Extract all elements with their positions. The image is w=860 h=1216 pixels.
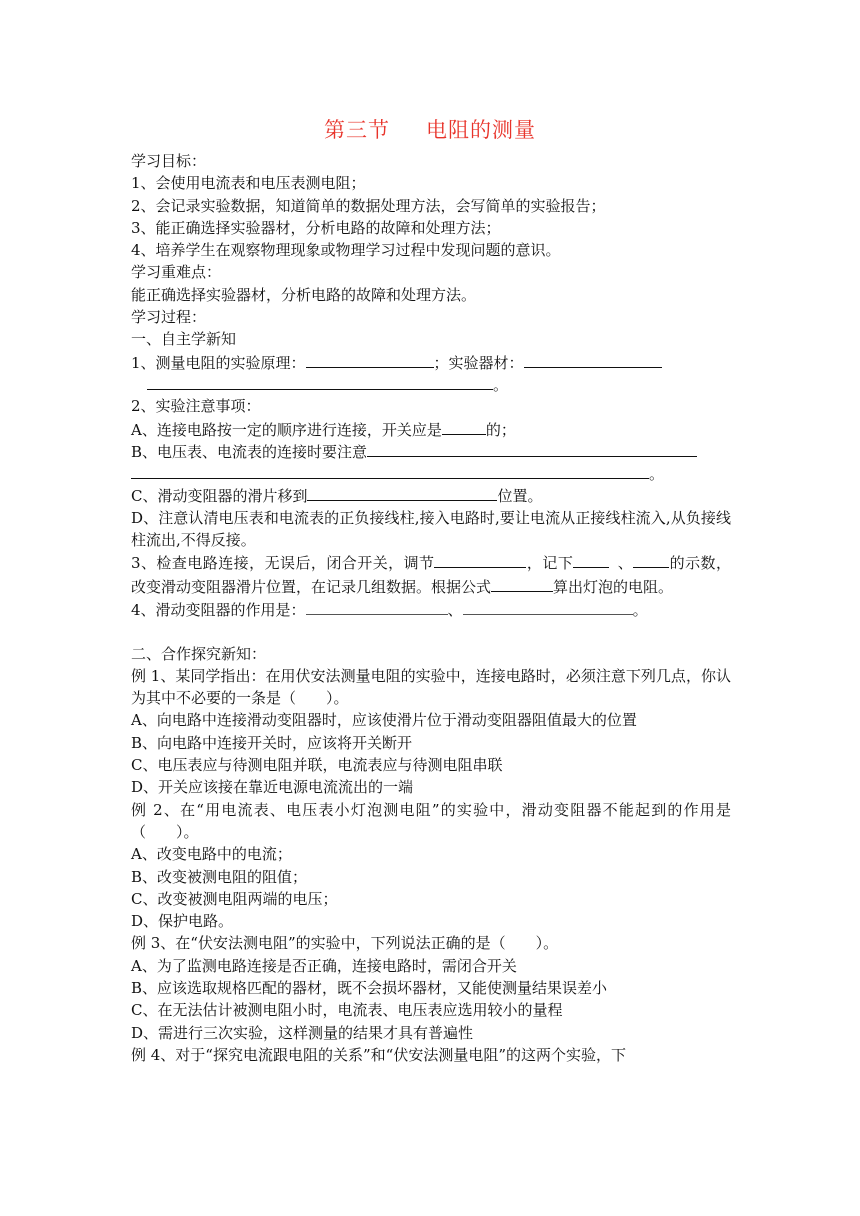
example-3-option: C、在无法估计被测电阻小时，电流表、电压表应选用较小的量程	[131, 1001, 563, 1020]
principle-blank[interactable]	[306, 351, 434, 368]
process-heading: 学习过程：	[131, 308, 207, 327]
question-1-cont: 。	[131, 373, 731, 395]
rheostat-role-blank-1[interactable]	[306, 598, 448, 615]
example-3-option: D、需进行三次实验，这样测量的结果才具有普遍性	[131, 1023, 474, 1042]
goal-item: 2、会记录实验数据，知道简单的数据处理方法，会写简单的实验报告；	[131, 196, 606, 215]
question-2c: C、滑动变阻器的滑片移到 位置。	[131, 484, 731, 506]
question-2a: A、连接电路按一定的顺序进行连接，开关应是 的；	[131, 418, 731, 440]
example-2-option: D、保护电路。	[131, 912, 234, 931]
goal-item: 3、能正确选择实验器材，分析电路的故障和处理方法；	[131, 218, 501, 237]
slider-position-blank[interactable]	[307, 484, 497, 501]
example-1-option: B、向电路中连接开关时，应该将开关断开	[131, 733, 413, 752]
worksheet-content	[131, 150, 731, 1066]
example-1-stem: 例 1、某同学指出：在用伏安法测量电阻的实验中，连接电路时，必须注意下列几点，你认为其中不必要的一条是（ ）。	[131, 666, 731, 708]
equipment-blank-2[interactable]	[147, 373, 493, 390]
meter-notes-blank-2[interactable]	[131, 462, 649, 479]
section2-heading: 二、合作探究新知：	[131, 644, 267, 663]
example-2-option: B、改变被测电阻的阻值；	[131, 867, 308, 886]
question-2d: D、注意认清电压表和电流表的正负接线柱,接入电路时,要让电流从正接线柱流入,从负接线柱流出,不得反接。	[131, 508, 731, 550]
question-2-heading: 2、实验注意事项：	[131, 397, 261, 416]
question-2b: B、电压表、电流表的连接时要注意	[131, 440, 731, 462]
example-4-stem: 例 4、对于“探究电流跟电阻的关系”和“伏安法测量电阻”的这两个实验，下	[131, 1045, 626, 1064]
example-1-option: A、向电路中连接滑动变阻器时，应该使滑片位于滑动变阻器阻值最大的位置	[131, 711, 637, 730]
example-2-option: C、改变被测电阻两端的电压；	[131, 889, 338, 908]
goal-item: 4、培养学生在观察物理现象或物理学习过程中发现问题的意识。	[131, 241, 561, 260]
section1-heading: 一、自主学新知	[131, 330, 237, 349]
example-1-option: D、开关应该接在靠近电源电流流出的一端	[131, 778, 414, 797]
reading-blank-1[interactable]	[573, 551, 609, 568]
example-3-option: A、为了监测电路连接是否正确，连接电路时，需闭合开关	[131, 956, 517, 975]
equipment-blank[interactable]	[524, 351, 662, 368]
question-3: 3、检查电路连接，无误后，闭合开关，调节 ，记下 、 的示数，改变滑动变阻器滑片位置，在记录几组数据。根据公式 算出灯泡的电阻。	[131, 551, 731, 598]
rheostat-role-blank-2[interactable]	[463, 598, 633, 615]
question-2b-cont: 。	[131, 462, 731, 484]
switch-state-blank[interactable]	[442, 418, 486, 435]
meter-notes-blank[interactable]	[367, 440, 697, 457]
example-2-stem: 例 2、在“用电流表、电压表小灯泡测电阻”的实验中，滑动变阻器不能起到的作用是（ ）。	[131, 800, 731, 841]
reading-blank-2[interactable]	[633, 551, 669, 568]
example-3-stem: 例 3、在“伏安法测电阻”的实验中，下列说法正确的是（ ）。	[131, 934, 559, 953]
adjust-blank[interactable]	[434, 551, 526, 568]
title-topic: 电阻的测量	[426, 118, 536, 142]
goal-item: 1、会使用电流表和电压表测电阻；	[131, 174, 366, 193]
page-title	[0, 114, 860, 144]
title-section: 第三节	[324, 118, 390, 142]
key-text: 能正确选择实验器材，分析电路的故障和处理方法。	[131, 285, 477, 304]
example-2-option: A、改变电路中的电流；	[131, 845, 292, 864]
example-3-option: B、应该选取规格匹配的器材，既不会损坏器材，又能使测量结果误差小	[131, 978, 608, 997]
question-1: 1、测量电阻的实验原理： ；实验器材：	[131, 351, 731, 373]
goals-heading: 学习目标：	[131, 152, 207, 170]
formula-blank[interactable]	[491, 575, 553, 592]
example-1-option: C、电压表应与待测电阻并联，电流表应与待测电阻串联	[131, 756, 503, 775]
key-heading: 学习重难点：	[131, 263, 222, 282]
question-4: 4、滑动变阻器的作用是： 、 。	[131, 598, 731, 620]
